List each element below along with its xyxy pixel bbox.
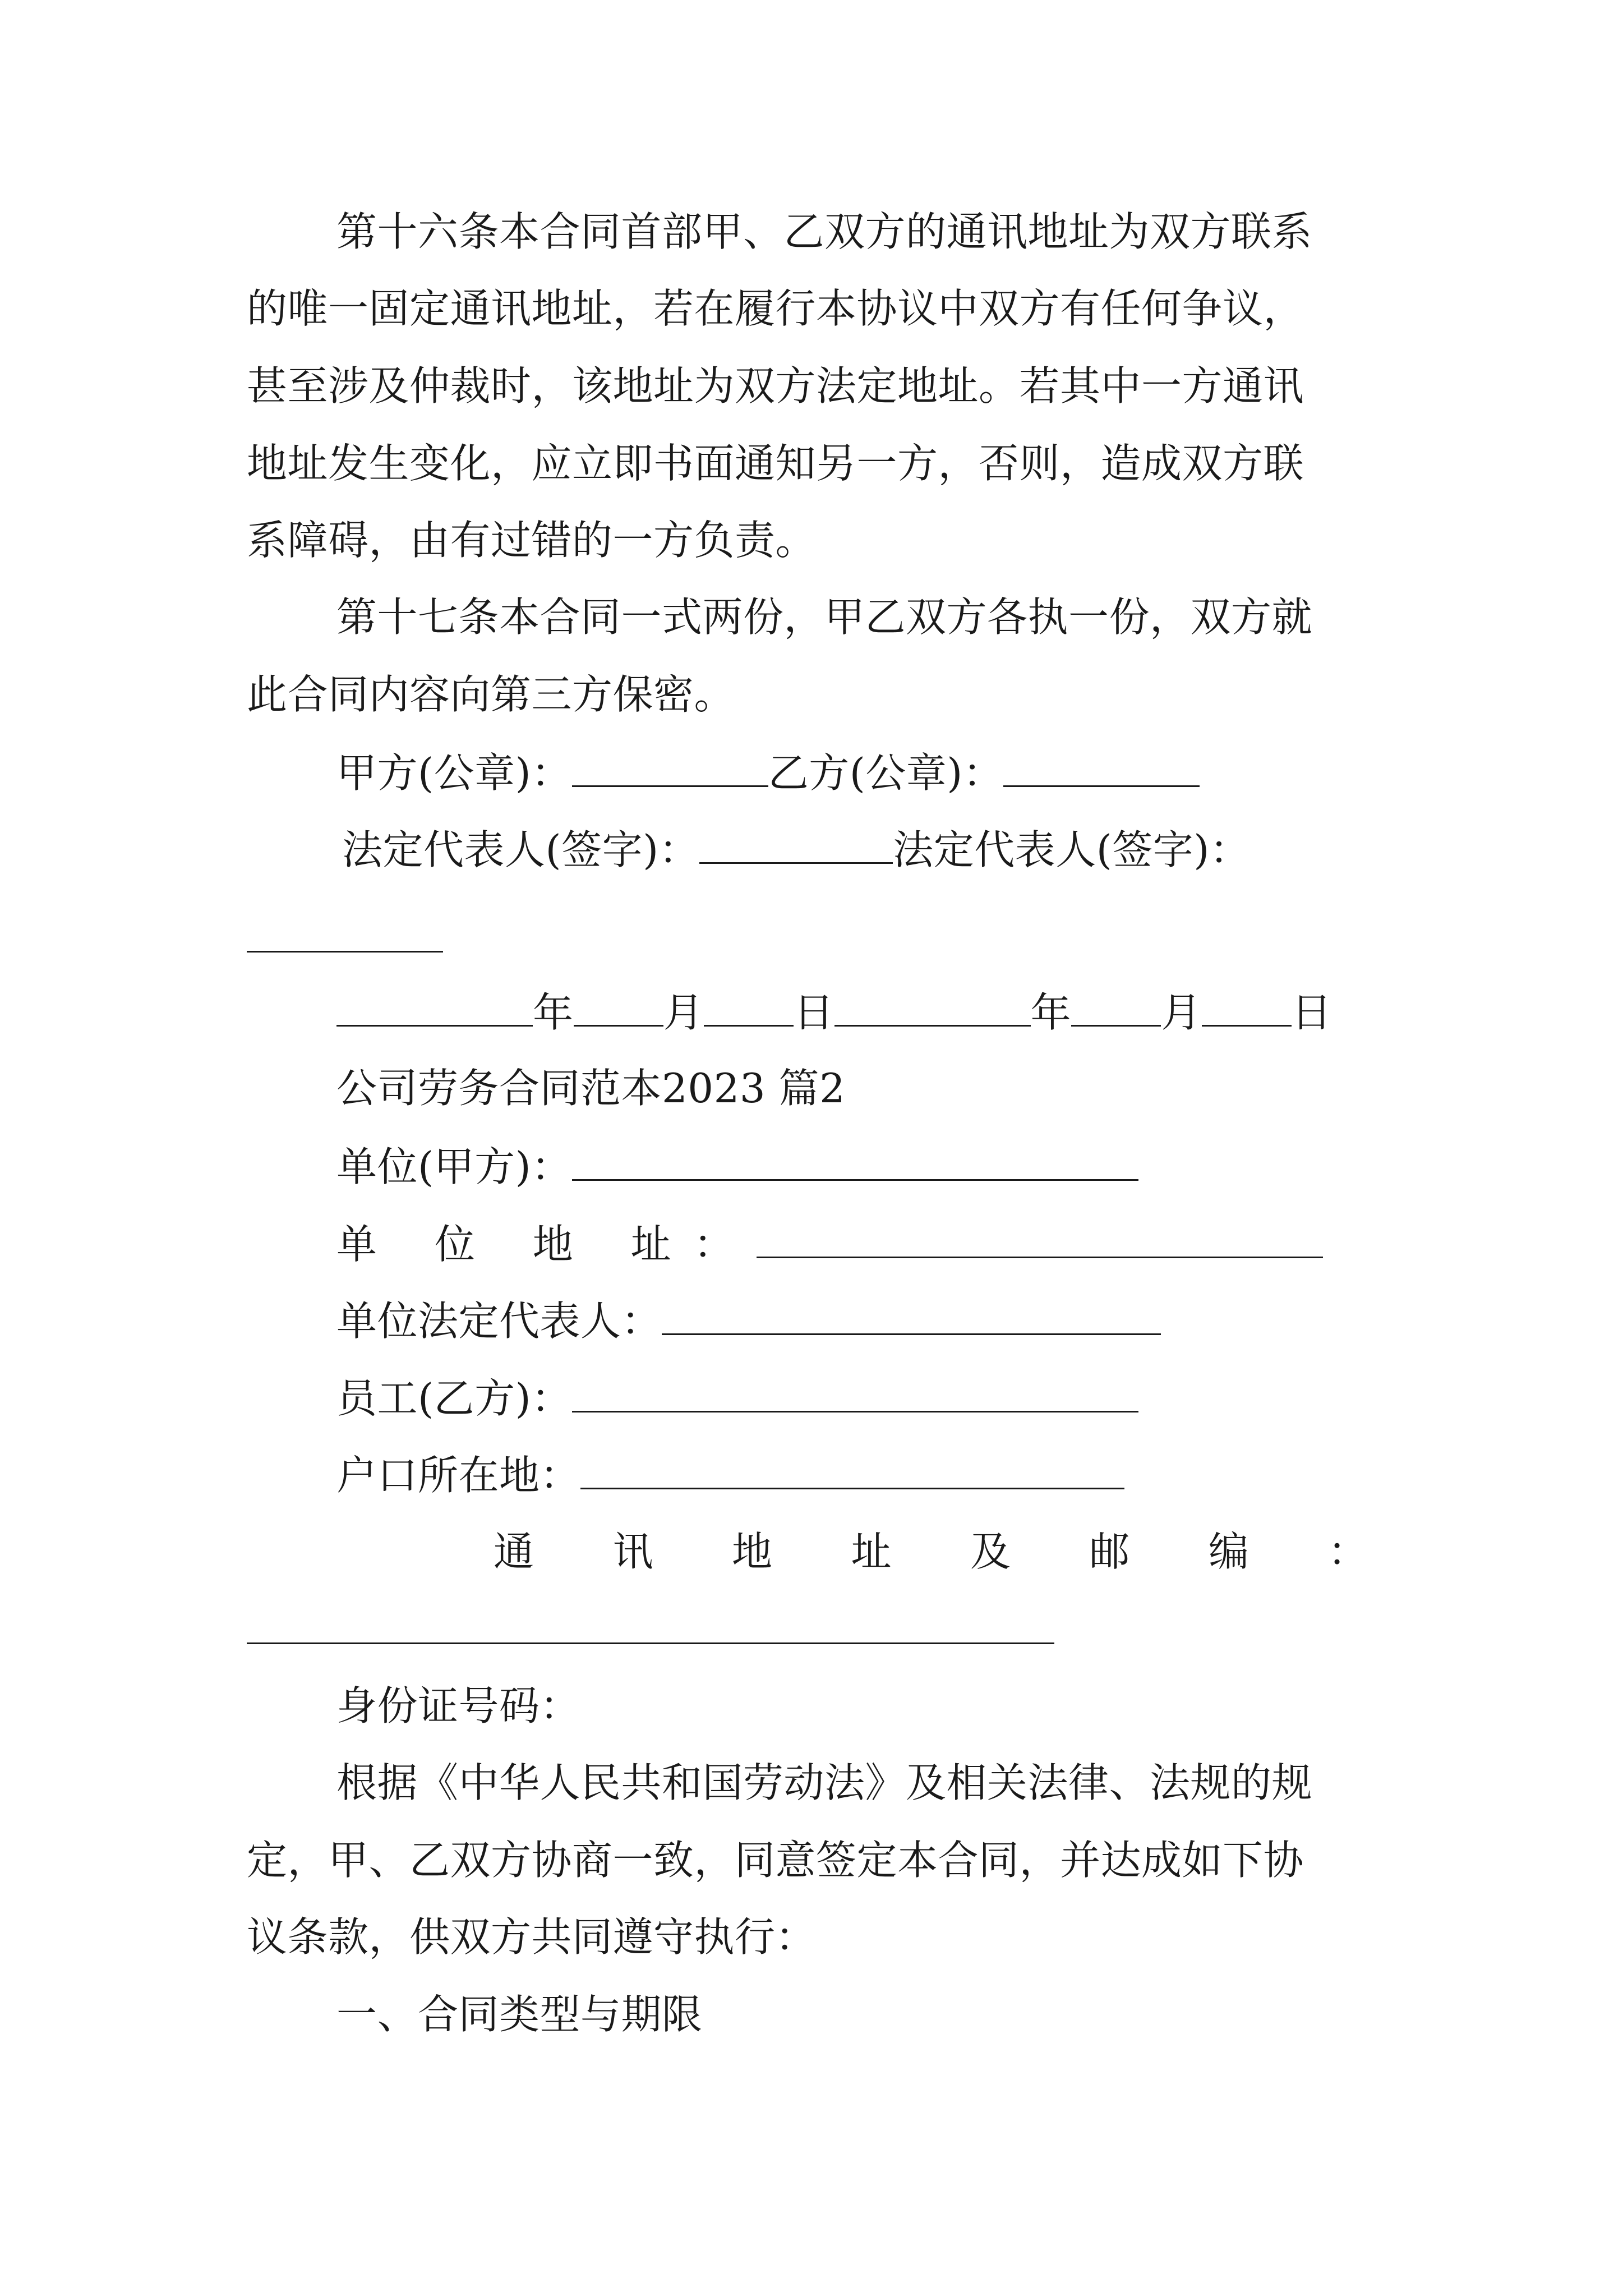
employee-label: 员工(乙方)： [336, 1375, 572, 1422]
date-row [336, 984, 1332, 1039]
unit-rep-row [336, 1293, 1161, 1348]
id-number-label: 身份证号码： [336, 1682, 581, 1729]
section-title: 公司劳务合同范本2023 篇2 [336, 1065, 846, 1112]
unit-rep-blank [662, 1293, 1161, 1335]
preamble-line-3: 议条款，供双方共同遵守执行： [247, 1913, 817, 1961]
date-b-month: 月 [1161, 989, 1202, 1036]
rep-b-blank [247, 951, 443, 953]
art16-line-4: 地址发生变化，应立即书面通知另一方，否则，造成双方联 [247, 440, 1304, 487]
date-a-month: 月 [663, 989, 704, 1036]
date-b-year: 年 [1030, 989, 1072, 1036]
mail-char: ： [1327, 1528, 1368, 1575]
mail-char: 通 [494, 1528, 534, 1575]
art16-line-3: 甚至涉及仲裁时，该地址为双方法定地址。若其中一方通讯 [247, 362, 1304, 409]
mail-char: 地 [731, 1528, 773, 1575]
mail-char: 及 [970, 1528, 1011, 1575]
section-1-heading: 一、合同类型与期限 [336, 1991, 703, 2038]
date-a-day-blank [704, 984, 794, 1027]
unit-address-blank [757, 1216, 1323, 1258]
mail-address-row [494, 1525, 1368, 1579]
rep-a-blank [699, 822, 893, 864]
unit-address-row [336, 1216, 1323, 1271]
hukou-row [336, 1447, 1124, 1502]
hukou-blank [580, 1447, 1124, 1489]
seal-row [336, 745, 1200, 800]
date-b-day: 日 [1291, 989, 1332, 1036]
rep-a-label: 法定代表人(签字)： [342, 826, 700, 873]
mail-char: 邮 [1089, 1528, 1130, 1575]
mail-char: 编 [1208, 1528, 1249, 1575]
art17-line-2: 此合同内容向第三方保密。 [247, 671, 735, 718]
art16-line-5: 系障碍，由有过错的一方负责。 [247, 517, 817, 564]
preamble-line-2: 定，甲、乙双方协商一致，同意签定本合同，并达成如下协 [247, 1837, 1304, 1884]
rep-b-label: 法定代表人(签字)： [893, 826, 1251, 873]
date-a-blank [336, 984, 533, 1027]
date-a-day: 日 [794, 989, 834, 1036]
hukou-label: 户口所在地： [336, 1452, 581, 1499]
art16-line-2: 的唯一固定通讯地址，若在履行本协议中双方有任何争议， [247, 285, 1304, 332]
date-a-month-blank [574, 984, 663, 1027]
date-b-blank [834, 984, 1031, 1027]
mail-char: 址 [851, 1528, 892, 1575]
unit-rep-label: 单位法定代表人： [336, 1297, 662, 1345]
party-b-seal-blank [1003, 745, 1200, 787]
date-a-year: 年 [533, 989, 574, 1036]
art17-line-1: 第十七条本合同一式两份，甲乙双方各执一份，双方就 [336, 593, 1313, 641]
preamble-line-1: 根据《中华人民共和国劳动法》及相关法律、法规的规 [336, 1759, 1313, 1806]
employee-blank [572, 1370, 1138, 1412]
rep-row [342, 822, 1250, 877]
mail-address-blank [247, 1642, 1054, 1644]
party-b-seal-label: 乙方(公章)： [768, 749, 1004, 797]
party-a-seal-blank [572, 745, 768, 787]
mail-char: 讯 [612, 1528, 653, 1575]
date-b-month-blank [1071, 984, 1161, 1027]
unit-a-blank [572, 1139, 1138, 1181]
unit-a-label: 单位(甲方)： [336, 1143, 572, 1190]
art16-line-1: 第十六条本合同首部甲、乙双方的通讯地址为双方联系 [336, 208, 1313, 255]
party-a-seal-label: 甲方(公章)： [336, 749, 572, 797]
date-b-day-blank [1202, 984, 1292, 1027]
unit-address-label: 单 位 地 址： [336, 1221, 757, 1268]
unit-a-row [336, 1139, 1138, 1194]
employee-row [336, 1370, 1138, 1425]
